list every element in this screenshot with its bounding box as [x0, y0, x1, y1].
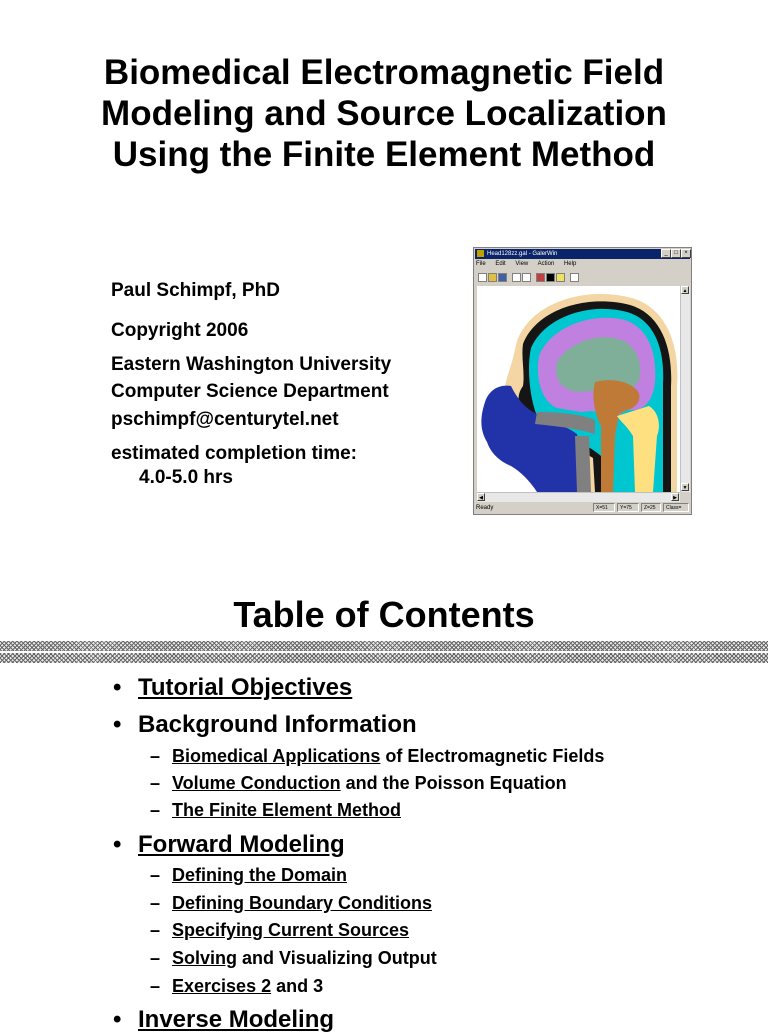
scroll-right-icon: ▶	[671, 493, 679, 501]
toc-link-boundary-conditions[interactable]: Defining Boundary Conditions	[172, 893, 432, 913]
email: pschimpf@centurytel.net	[111, 409, 339, 430]
menu-file: File	[476, 261, 486, 267]
toc-link-current-sources[interactable]: Specifying Current Sources	[172, 920, 410, 940]
dash-icon: –	[150, 800, 161, 820]
copyright: Copyright 2006	[111, 320, 249, 341]
toc-item-tutorial-objectives	[113, 674, 352, 702]
move-left-icon	[512, 273, 521, 282]
toc-link-tutorial-objectives[interactable]: Tutorial Objectives	[138, 674, 353, 701]
toc-subitem-volume-conduction	[150, 772, 567, 794]
section-divider	[0, 641, 768, 663]
new-icon	[478, 273, 487, 282]
bullet-icon: •	[113, 711, 122, 738]
toc-text: and Visualizing Output	[237, 948, 437, 968]
toc-text-background-information: Background Information	[138, 711, 417, 738]
toc-subitem-finite-element-method	[150, 799, 401, 821]
vertical-scrollbar	[680, 286, 690, 492]
save-icon	[498, 273, 507, 282]
head-mri-canvas	[477, 286, 680, 492]
toc-subitem-solving	[150, 947, 437, 969]
maximize-icon: □	[671, 249, 681, 258]
dash-icon: –	[150, 948, 161, 968]
bullet-icon: •	[113, 1006, 122, 1033]
horizontal-scrollbar	[477, 492, 680, 502]
toc-item-inverse-modeling	[113, 1006, 334, 1034]
toc-link-exercises-2[interactable]: Exercises 2	[172, 976, 272, 996]
window-titlebar	[475, 249, 690, 259]
toc-link-biomedical-applications[interactable]: Biomedical Applications	[172, 746, 381, 766]
toc-subitem-boundary-conditions	[150, 892, 432, 914]
toc-item-forward-modeling	[113, 831, 345, 859]
document-title: Biomedical Electromagnetic Field Modeling and Source Localization Using the Finite Element Method	[101, 53, 667, 174]
dash-icon: –	[150, 773, 161, 793]
status-z: Z=25	[641, 503, 661, 512]
bullet-icon: •	[113, 831, 122, 858]
menu-action: Action	[537, 261, 555, 267]
toc-subitem-exercises	[150, 975, 323, 997]
toc-link-forward-modeling[interactable]: Forward Modeling	[138, 831, 345, 858]
dash-icon: –	[150, 920, 161, 940]
pen-icon	[536, 273, 545, 282]
minimize-icon: _	[661, 249, 671, 258]
toc-link-volume-conduction[interactable]: Volume Conduction	[172, 773, 341, 793]
black-square-icon	[546, 273, 555, 282]
status-class: Class=	[663, 503, 689, 512]
scroll-up-icon: ▲	[682, 288, 688, 294]
window-toolbar	[476, 272, 689, 284]
scroll-left-icon: ◀	[477, 493, 485, 501]
status-x: X=51	[593, 503, 615, 512]
menu-edit: Edit	[495, 261, 506, 267]
toc-text: of Electromagnetic Fields	[380, 746, 605, 766]
dash-icon: –	[150, 746, 161, 766]
window-menubar	[476, 261, 584, 270]
status-y: Y=75	[617, 503, 639, 512]
help-icon	[570, 273, 579, 282]
open-icon	[488, 273, 497, 282]
toc-link-finite-element-method[interactable]: The Finite Element Method	[172, 800, 402, 820]
toc-link-inverse-modeling[interactable]: Inverse Modeling	[138, 1006, 335, 1033]
menu-view: View	[515, 261, 529, 267]
app-icon	[477, 250, 484, 257]
dash-icon: –	[150, 865, 161, 885]
toc-heading: Table of Contents	[233, 594, 535, 635]
bullet-icon: •	[113, 674, 122, 701]
scroll-down-icon: ▼	[682, 485, 688, 491]
toc-subitem-defining-domain	[150, 864, 347, 886]
toc-subitem-biomedical-applications	[150, 745, 604, 767]
time-value: 4.0-5.0 hrs	[139, 467, 233, 488]
menu-help: Help	[563, 261, 577, 267]
time-label: estimated completion time:	[111, 443, 357, 464]
window-statusbar	[476, 503, 689, 513]
window-title: Head128zz.gal - GalerWin	[487, 251, 558, 257]
university: Eastern Washington University	[111, 354, 392, 375]
head-segmentation-image	[477, 286, 680, 492]
cursor-icon	[556, 273, 565, 282]
vessel2-region	[575, 436, 591, 492]
close-icon: ×	[681, 249, 691, 258]
move-right-icon	[522, 273, 531, 282]
department: Computer Science Department	[111, 381, 389, 402]
author-name: Paul Schimpf, PhD	[111, 280, 280, 301]
dash-icon: –	[150, 893, 161, 913]
toc-subitem-current-sources	[150, 919, 409, 941]
galerwin-screenshot	[473, 247, 692, 515]
toc-link-defining-domain[interactable]: Defining the Domain	[172, 865, 347, 885]
dash-icon: –	[150, 976, 161, 996]
toc-text: and 3	[271, 976, 324, 996]
status-ready: Ready	[476, 505, 494, 511]
toc-link-solving[interactable]: Solving	[172, 948, 238, 968]
toc-text: and the Poisson Equation	[340, 773, 567, 793]
toc-item-background-information	[113, 711, 417, 739]
